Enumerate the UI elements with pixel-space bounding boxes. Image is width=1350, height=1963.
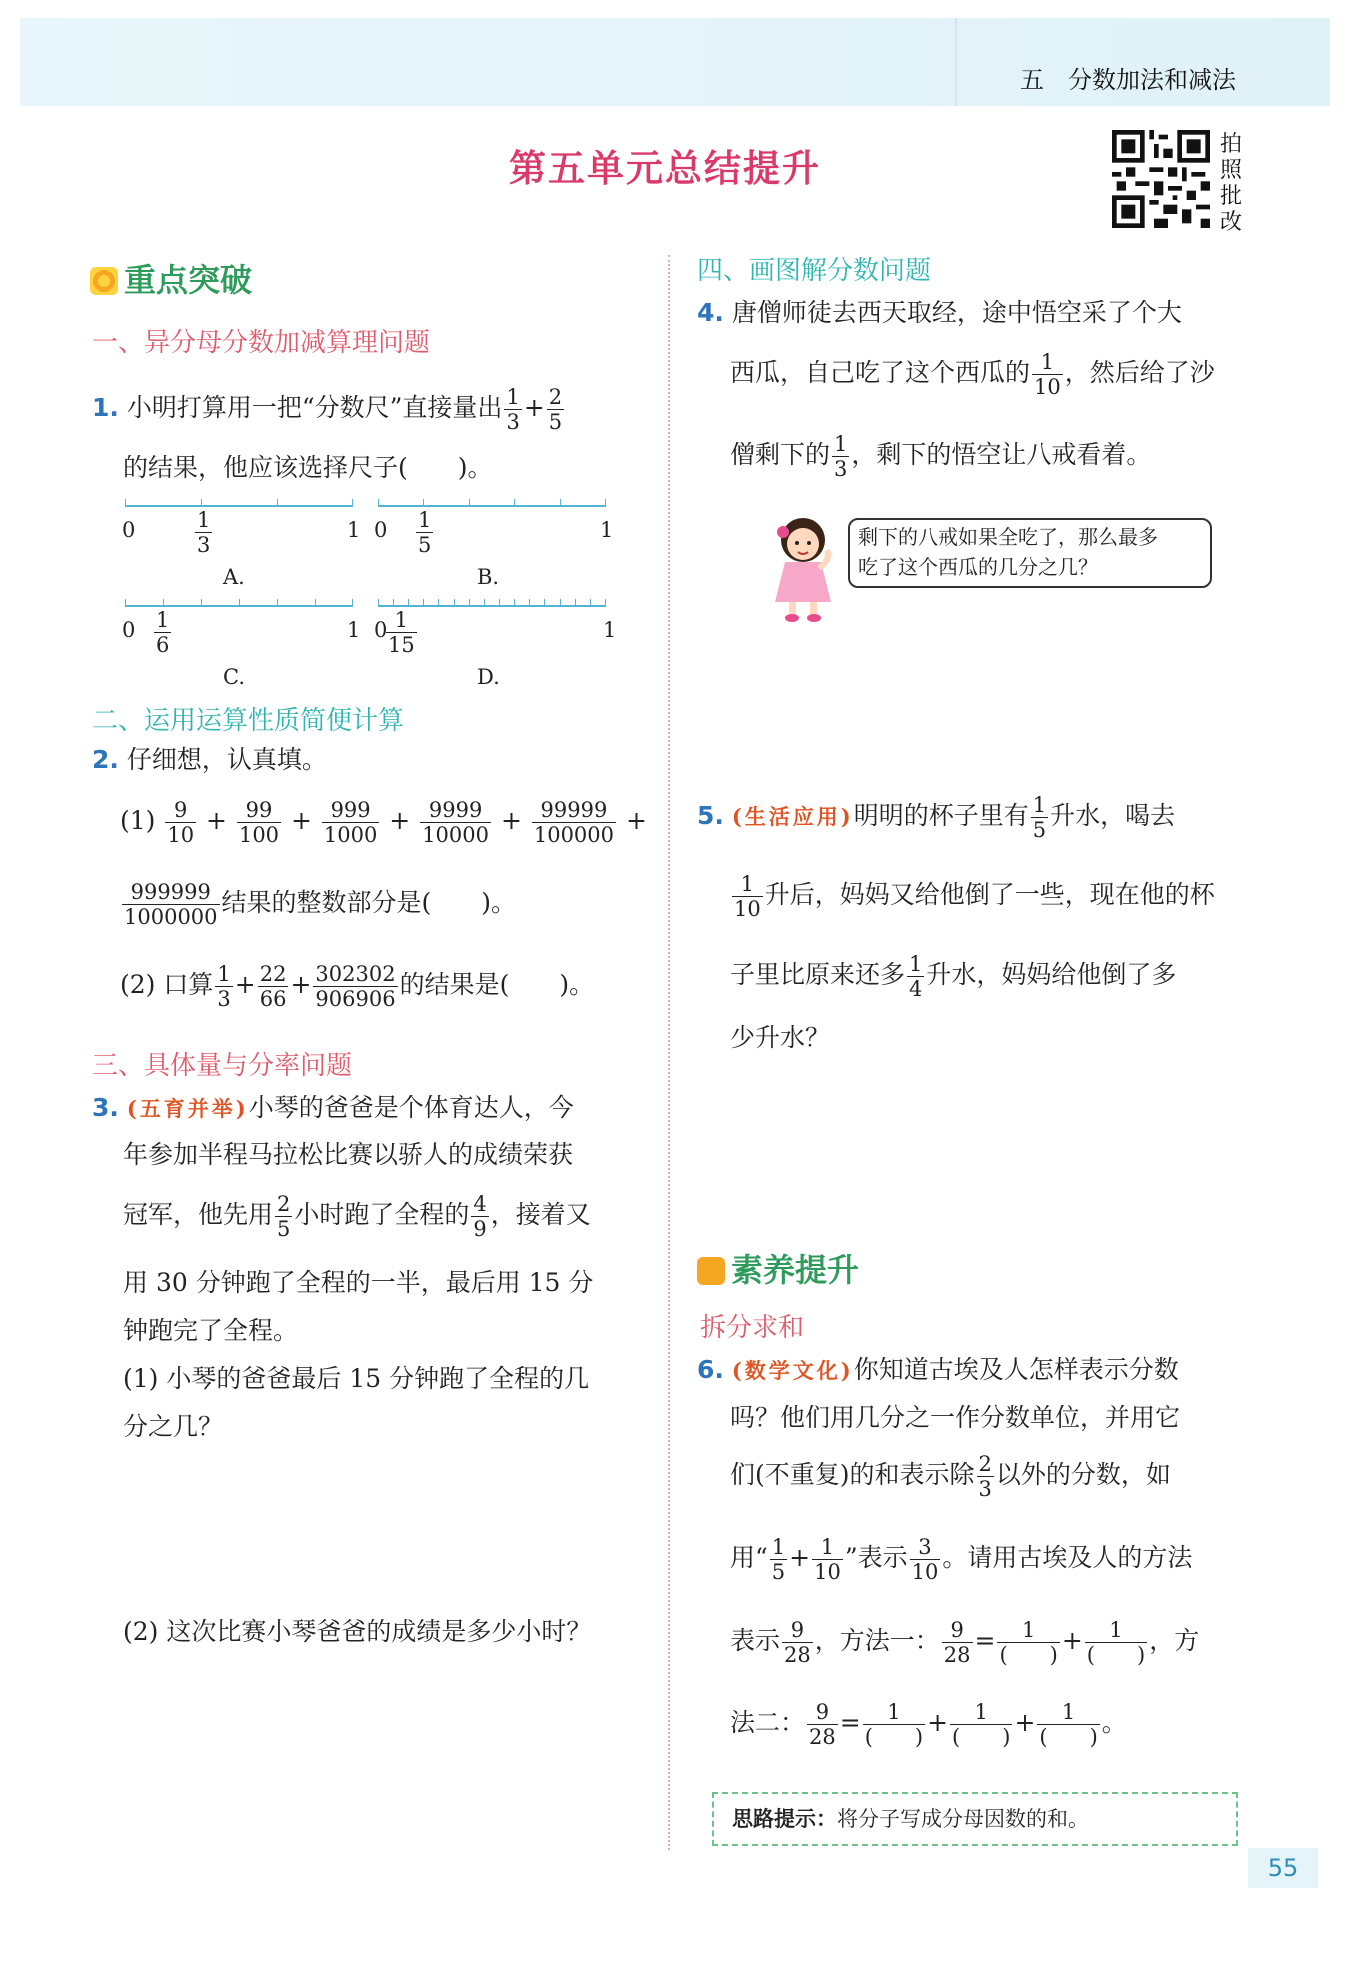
- section-heading-5: 拆分求和: [700, 1313, 805, 1343]
- question-6-line1: 6. (数学文化)你知道古埃及人怎样表示分数: [697, 1355, 1179, 1384]
- qr-label: 拍照批改: [1220, 132, 1243, 235]
- chapter-title: 五 分数加法和减法: [1020, 66, 1236, 94]
- section-heading-2: 二、运用运算性质简便计算: [92, 706, 405, 736]
- qr-code-icon[interactable]: [1112, 130, 1210, 228]
- ruler-b[interactable]: [378, 505, 606, 507]
- answer-area-3-1[interactable]: [123, 1450, 623, 1600]
- section-heading-3: 三、具体量与分率问题: [92, 1051, 353, 1081]
- question-5-line3: 子里比原来还多 $\frac{1}{4}$ 升水，妈妈给他倒了多: [730, 952, 1177, 1001]
- ruler-c-mark: 1 6: [156, 608, 170, 657]
- option-b-label[interactable]: B.: [477, 565, 500, 589]
- question-6-line3: 们(不重复)的和表示除 $\frac{2}{3}$ 以外的分数，如: [730, 1452, 1171, 1501]
- question-3-line2: 年参加半程马拉松比赛以骄人的成绩荣获: [123, 1140, 574, 1169]
- question-2-part1-line1: (1) $\frac{9}{10}$ + $\frac{99}{100}$ + $\frac{999}{1000}$ + $\frac{9999}{10000}$ + $\frac{99999}{100000}$ +: [120, 798, 647, 847]
- question-2-intro: 2. 仔细想，认真填。: [92, 745, 327, 774]
- hint-text: 思路提示：将分子写成分母因数的和。: [732, 1807, 1089, 1831]
- ruler-c[interactable]: [125, 605, 353, 607]
- option-c-label[interactable]: C.: [223, 665, 245, 689]
- ruler-c-end: 1: [347, 618, 361, 642]
- blank-fraction[interactable]: 1 ( ): [1086, 1618, 1146, 1667]
- question-6-method1: 表示 $\frac{9}{28}$ ，方法一： $\frac{9}{28}$ = 1 ( ) + 1 ( ) ，方: [730, 1618, 1200, 1667]
- section-heading-1: 一、异分母分数加减算理问题: [92, 328, 431, 358]
- header-divider: [955, 18, 957, 106]
- blank-fraction[interactable]: 1 ( ): [952, 1700, 1011, 1749]
- question-5-line2: $\frac{1}{10}$ 升后，妈妈又给他倒了一些，现在他的杯: [734, 872, 1215, 921]
- question-5-line1: 5. (生活应用)明明的杯子里有 $\frac{1}{5}$ 升水，喝去: [697, 793, 1176, 842]
- question-3-sub1-line1: (1) 小琴的爸爸最后 15 分钟跑了全程的几: [123, 1364, 590, 1393]
- section-banner-key-points: 重点突破: [90, 255, 252, 301]
- question-3-sub2: (2) 这次比赛小琴爸爸的成绩是多少小时？: [123, 1617, 592, 1646]
- ruler-d-mark: 1 15: [388, 608, 415, 657]
- question-4-line1: 4. 唐僧师徒去西天取经，途中悟空采了个大: [697, 298, 1182, 327]
- ruler-c-start: 0: [122, 618, 136, 642]
- option-d-label[interactable]: D.: [477, 665, 500, 689]
- question-2-part2: (2) 口算 $\frac{1}{3}$ + $\frac{22}{66}$ + $\frac{302302}{906906}$ 的结果是( )。: [120, 962, 595, 1011]
- question-3-line1: 3. (五育并举)小琴的爸爸是个体育达人，今: [92, 1093, 574, 1122]
- question-5-line4: 少升水？: [730, 1023, 831, 1052]
- question-3-line5: 钟跑完了全程。: [123, 1316, 299, 1345]
- question-2-part1-line2: $\frac{999999}{1000000}$ 结果的整数部分是( )。: [124, 880, 517, 929]
- target-icon: [90, 267, 118, 295]
- ruler-a[interactable]: [125, 505, 353, 507]
- section-heading-4: 四、画图解分数问题: [697, 256, 932, 286]
- option-a-label[interactable]: A.: [223, 565, 245, 589]
- ruler-b-end: 1: [600, 518, 614, 542]
- question-6-line2: 吗？他们用几分之一作分数单位，并用它: [730, 1403, 1181, 1432]
- question-4-line2: 西瓜，自己吃了这个西瓜的 $\frac{1}{10}$ ，然后给了沙: [730, 350, 1215, 399]
- ruler-a-start: 0: [122, 518, 136, 542]
- question-4-line3: 僧剩下的 $\frac{1}{3}$ ，剩下的悟空让八戒看着。: [730, 432, 1152, 481]
- ruler-a-end: 1: [347, 518, 361, 542]
- speech-bubble-text: 剩下的八戒如果全吃了，那么最多 吃了这个西瓜的几分之几？: [858, 525, 1158, 579]
- ruler-b-mark: 1 5: [418, 508, 432, 557]
- question-1-line2: 的结果，他应该选择尺子( )。: [123, 453, 493, 482]
- question-1-line1: 1. 小明打算用一把“分数尺”直接量出 $\frac{1}{3}$ + $\frac{2}{5}$: [92, 385, 563, 434]
- ruler-d-start: 0: [374, 618, 388, 642]
- question-3-sub1-line2: 分之几？: [123, 1412, 224, 1441]
- question-6-method2: 法二： $\frac{9}{28}$ = 1 ( ) + 1 ( ) + 1 ( ) 。: [730, 1700, 1127, 1749]
- ruler-b-start: 0: [374, 518, 388, 542]
- ruler-d-end: 1: [603, 618, 617, 642]
- rocket-icon: [697, 1257, 725, 1285]
- ruler-a-mark: 1 3: [197, 508, 211, 557]
- question-3-line4: 用 30 分钟跑了全程的一半，最后用 15 分: [123, 1268, 594, 1297]
- ruler-d[interactable]: [378, 605, 606, 607]
- blank-fraction[interactable]: 1 ( ): [864, 1700, 924, 1749]
- column-divider: [668, 255, 670, 1850]
- question-6-line4: 用“ $\frac{1}{5}$ + $\frac{1}{10}$ ”表示 $\frac{3}{10}$ 。请用古埃及人的方法: [730, 1535, 1193, 1584]
- blank-fraction[interactable]: 1 ( ): [1039, 1700, 1098, 1749]
- question-3-line3: 冠军，他先用 $\frac{2}{5}$ 小时跑了全程的 $\frac{4}{9}$ ，接着又: [123, 1192, 591, 1241]
- blank-fraction[interactable]: 1 ( ): [999, 1618, 1058, 1667]
- answer-area-3-2[interactable]: [123, 1660, 623, 1820]
- section-banner-literacy: 素养提升: [697, 1245, 859, 1291]
- answer-area-4[interactable]: [697, 600, 1237, 770]
- answer-area-5[interactable]: [697, 1060, 1237, 1220]
- page-title: 第五单元总结提升: [509, 147, 821, 190]
- page-number: 55: [1248, 1848, 1318, 1888]
